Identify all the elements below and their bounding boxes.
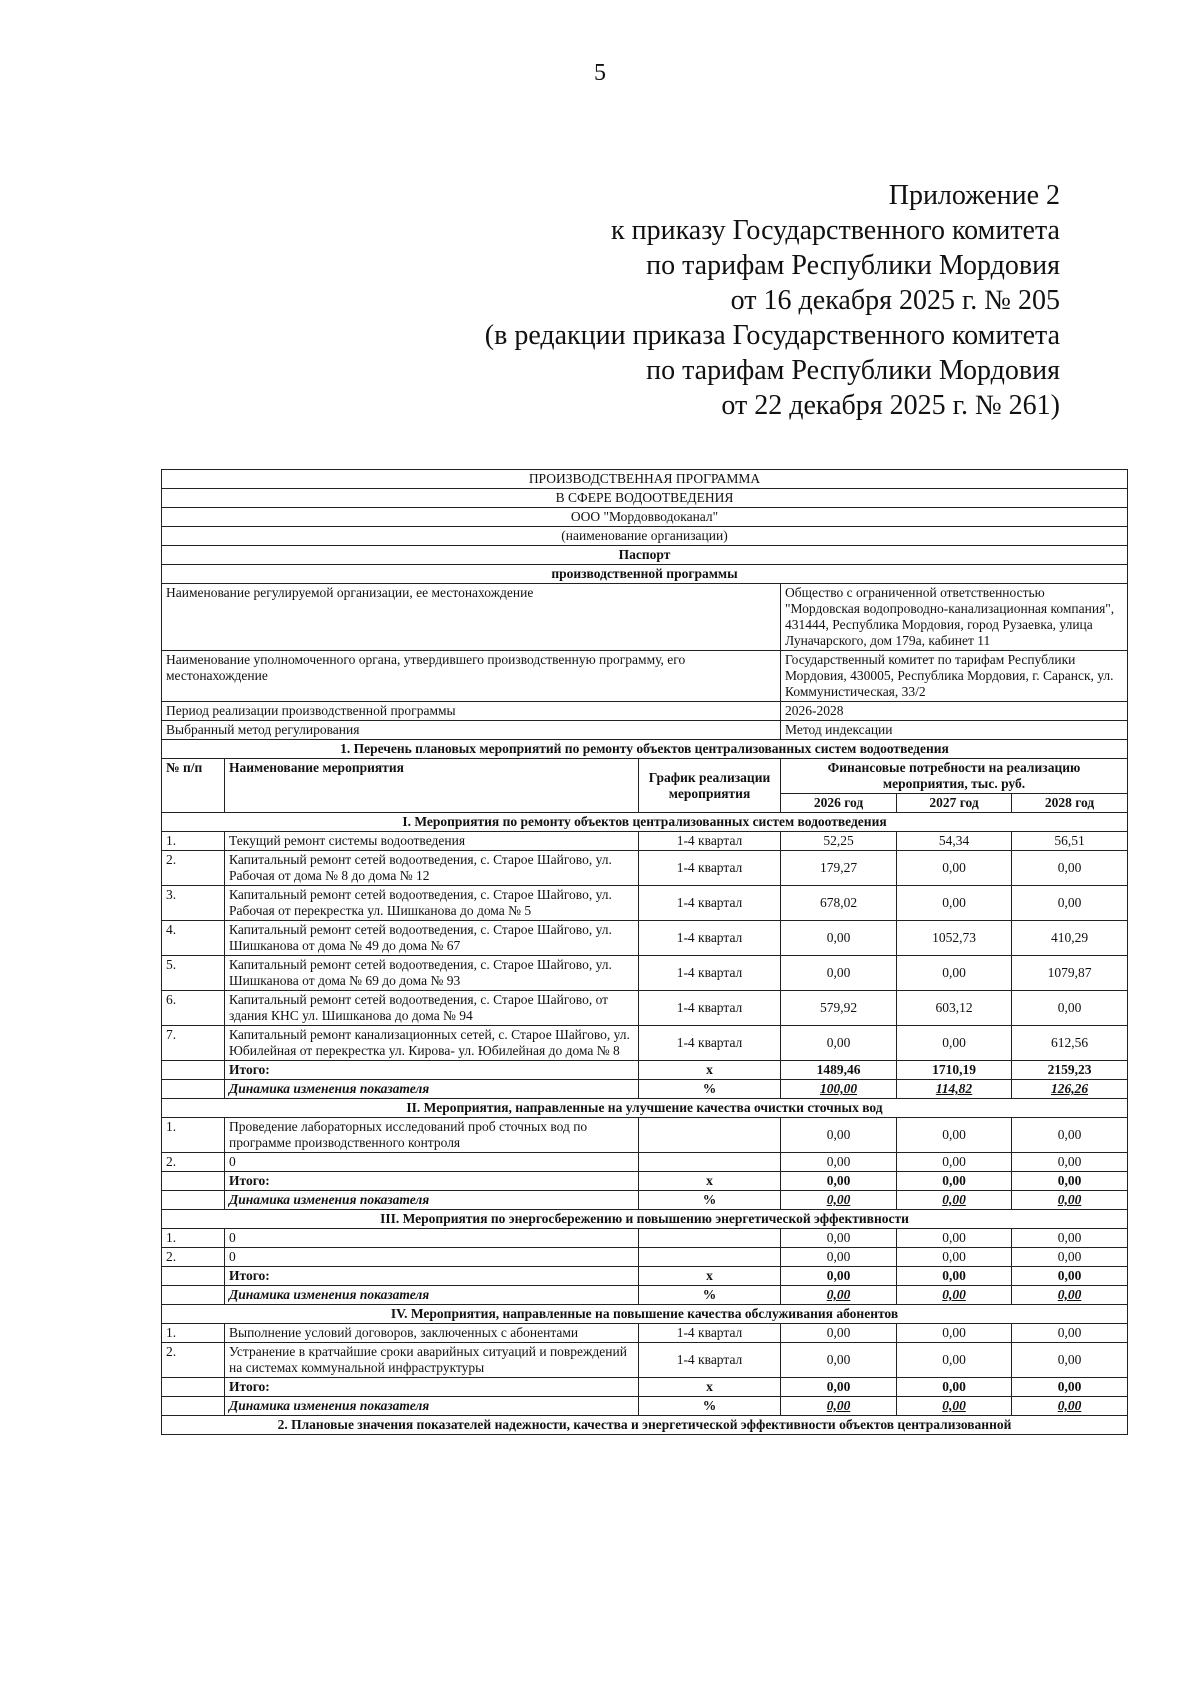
group-title: IV. Мероприятия, направленные на повышение качества обслуживания абонентов — [162, 1305, 1128, 1324]
group-title: I. Мероприятия по ремонту объектов централизованных систем водоотведения — [162, 813, 1128, 832]
row-value-2027: 54,34 — [897, 832, 1012, 851]
row-event-name: 0 — [225, 1229, 639, 1248]
total-value-2027: 1710,19 — [897, 1061, 1012, 1080]
dynamics-value-2026: 100,00 — [781, 1080, 897, 1099]
appendix-line: (в редакции приказа Государственного комитета — [484, 320, 1060, 351]
header-schedule: График реализации мероприятия — [639, 759, 781, 813]
row-value-2027: 0,00 — [897, 886, 1012, 921]
info-label: Наименование уполномоченного органа, утвердившего производственную программу, его местонахождение — [162, 651, 781, 702]
dynamics-label: Динамика изменения показателя — [225, 1397, 639, 1416]
dynamics-label: Динамика изменения показателя — [225, 1191, 639, 1210]
row-value-2027: 0,00 — [897, 1153, 1012, 1172]
dynamics-value-2028: 0,00 — [1012, 1397, 1128, 1416]
info-row — [162, 721, 1128, 740]
info-value: Государственный комитет по тарифам Республики Мордовия, 430005, Республика Мордовия, г. Саранск, ул. Коммунистическая, 33/2 — [781, 651, 1128, 702]
row-value-2026: 179,27 — [781, 851, 897, 886]
row-value-2028: 0,00 — [1012, 1153, 1128, 1172]
organization-caption: (наименование организации) — [162, 527, 1128, 546]
dynamics-schedule: % — [639, 1286, 781, 1305]
page-number: 5 — [594, 60, 606, 86]
row-value-2027: 0,00 — [897, 1118, 1012, 1153]
table-row — [162, 991, 1128, 1026]
total-value-2026: 0,00 — [781, 1267, 897, 1286]
dynamics-row — [162, 1191, 1128, 1210]
info-row — [162, 651, 1128, 702]
dynamics-value-2027: 0,00 — [897, 1286, 1012, 1305]
table-row — [162, 1229, 1128, 1248]
section-2-title: 2. Плановые значения показателей надежности, качества и энергетической эффективности объектов централизованной — [162, 1416, 1128, 1435]
row-number: 2. — [162, 1248, 225, 1267]
total-schedule: x — [639, 1061, 781, 1080]
row-value-2026: 0,00 — [781, 956, 897, 991]
row-value-2027: 0,00 — [897, 1026, 1012, 1061]
appendix-line: от 16 декабря 2025 г. № 205 — [730, 285, 1060, 316]
info-row — [162, 584, 1128, 651]
appendix-line: по тарифам Республики Мордовия — [646, 250, 1060, 281]
row-value-2026: 0,00 — [781, 1248, 897, 1267]
row-value-2028: 56,51 — [1012, 832, 1128, 851]
dynamics-row — [162, 1286, 1128, 1305]
row-value-2026: 678,02 — [781, 886, 897, 921]
appendix-line: от 22 декабря 2025 г. № 261) — [721, 390, 1060, 421]
row-schedule: 1-4 квартал — [639, 886, 781, 921]
header-year-2027: 2027 год — [897, 794, 1012, 813]
row-value-2028: 0,00 — [1012, 1343, 1128, 1378]
total-value-2028: 0,00 — [1012, 1267, 1128, 1286]
row-value-2027: 0,00 — [897, 1248, 1012, 1267]
row-value-2027: 0,00 — [897, 1229, 1012, 1248]
row-schedule: 1-4 квартал — [639, 1324, 781, 1343]
row-number: 2. — [162, 1153, 225, 1172]
total-value-2028: 0,00 — [1012, 1172, 1128, 1191]
row-schedule: 1-4 квартал — [639, 1026, 781, 1061]
row-value-2028: 0,00 — [1012, 886, 1128, 921]
empty-cell — [162, 1267, 225, 1286]
row-value-2026: 0,00 — [781, 1343, 897, 1378]
empty-cell — [162, 1397, 225, 1416]
total-row — [162, 1172, 1128, 1191]
header-finance: Финансовые потребности на реализацию мероприятия, тыс. руб. — [781, 759, 1128, 794]
row-schedule: 1-4 квартал — [639, 921, 781, 956]
row-value-2028: 0,00 — [1012, 1118, 1128, 1153]
row-event-name: Капитальный ремонт сетей водоотведения, с. Старое Шайгово, от здания КНС ул. Шишканова до дома № 94 — [225, 991, 639, 1026]
row-value-2026: 52,25 — [781, 832, 897, 851]
row-value-2028: 1079,87 — [1012, 956, 1128, 991]
row-event-name: Капитальный ремонт канализационных сетей, с. Старое Шайгово, ул. Юбилейная от перекрестка ул. Кирова- ул. Юбилейная до дома № 8 — [225, 1026, 639, 1061]
table-row — [162, 1118, 1128, 1153]
total-schedule: x — [639, 1172, 781, 1191]
row-value-2026: 0,00 — [781, 1229, 897, 1248]
header-year-2026: 2026 год — [781, 794, 897, 813]
row-event-name: 0 — [225, 1153, 639, 1172]
table-row — [162, 1153, 1128, 1172]
passport-title: Паспорт — [162, 546, 1128, 565]
total-label: Итого: — [225, 1172, 639, 1191]
row-schedule: 1-4 квартал — [639, 832, 781, 851]
row-schedule — [639, 1229, 781, 1248]
row-value-2027: 0,00 — [897, 851, 1012, 886]
total-value-2026: 1489,46 — [781, 1061, 897, 1080]
dynamics-value-2027: 114,82 — [897, 1080, 1012, 1099]
header-number: № п/п — [162, 759, 225, 813]
row-schedule: 1-4 квартал — [639, 851, 781, 886]
dynamics-value-2028: 126,26 — [1012, 1080, 1128, 1099]
table-row — [162, 1026, 1128, 1061]
program-title: ПРОИЗВОДСТВЕННАЯ ПРОГРАММА — [162, 470, 1128, 489]
row-value-2028: 612,56 — [1012, 1026, 1128, 1061]
row-schedule — [639, 1118, 781, 1153]
table-row — [162, 886, 1128, 921]
info-value: Метод индексации — [781, 721, 1128, 740]
empty-cell — [162, 1061, 225, 1080]
dynamics-label: Динамика изменения показателя — [225, 1286, 639, 1305]
dynamics-value-2026: 0,00 — [781, 1286, 897, 1305]
empty-cell — [162, 1378, 225, 1397]
table-row — [162, 1343, 1128, 1378]
appendix-line: по тарифам Республики Мордовия — [646, 355, 1060, 386]
row-number: 1. — [162, 1229, 225, 1248]
info-value: 2026-2028 — [781, 702, 1128, 721]
row-number: 3. — [162, 886, 225, 921]
dynamics-schedule: % — [639, 1191, 781, 1210]
dynamics-schedule: % — [639, 1080, 781, 1099]
table-row — [162, 832, 1128, 851]
row-value-2028: 0,00 — [1012, 1324, 1128, 1343]
row-event-name: Проведение лабораторных исследований проб сточных вод по программе производственного контроля — [225, 1118, 639, 1153]
dynamics-value-2026: 0,00 — [781, 1191, 897, 1210]
total-schedule: x — [639, 1267, 781, 1286]
row-number: 5. — [162, 956, 225, 991]
total-label: Итого: — [225, 1267, 639, 1286]
dynamics-value-2027: 0,00 — [897, 1191, 1012, 1210]
row-event-name: Капитальный ремонт сетей водоотведения, с. Старое Шайгово, ул. Шишканова от дома № 69 до дома № 93 — [225, 956, 639, 991]
row-number: 4. — [162, 921, 225, 956]
info-row — [162, 702, 1128, 721]
row-number: 2. — [162, 1343, 225, 1378]
row-value-2026: 0,00 — [781, 1324, 897, 1343]
row-value-2028: 0,00 — [1012, 1229, 1128, 1248]
row-value-2028: 0,00 — [1012, 851, 1128, 886]
total-row — [162, 1061, 1128, 1080]
dynamics-row — [162, 1080, 1128, 1099]
total-label: Итого: — [225, 1378, 639, 1397]
empty-cell — [162, 1080, 225, 1099]
dynamics-value-2028: 0,00 — [1012, 1286, 1128, 1305]
total-row — [162, 1267, 1128, 1286]
dynamics-value-2027: 0,00 — [897, 1397, 1012, 1416]
row-value-2026: 0,00 — [781, 1153, 897, 1172]
table-row — [162, 851, 1128, 886]
row-event-name: Устранение в кратчайшие сроки аварийных ситуаций и повреждений на системах коммунальной инфраструктуры — [225, 1343, 639, 1378]
appendix-header — [485, 178, 1060, 423]
empty-cell — [162, 1172, 225, 1191]
dynamics-value-2028: 0,00 — [1012, 1191, 1128, 1210]
row-number: 6. — [162, 991, 225, 1026]
row-value-2027: 1052,73 — [897, 921, 1012, 956]
info-value: Общество с ограниченной ответственностью "Мордовская водопроводно-канализационная компания", 431444, Республика Мордовия, город Рузаевка, улица Луначарского, дом 179а, кабинет 11 — [781, 584, 1128, 651]
row-event-name: Капитальный ремонт сетей водоотведения, с. Старое Шайгово, ул. Рабочая от дома № 8 до дома № 12 — [225, 851, 639, 886]
row-value-2027: 0,00 — [897, 956, 1012, 991]
row-value-2026: 579,92 — [781, 991, 897, 1026]
row-value-2026: 0,00 — [781, 921, 897, 956]
row-schedule — [639, 1153, 781, 1172]
row-number: 1. — [162, 832, 225, 851]
total-value-2026: 0,00 — [781, 1378, 897, 1397]
production-program-table — [161, 469, 1128, 1435]
row-value-2028: 0,00 — [1012, 1248, 1128, 1267]
row-value-2028: 410,29 — [1012, 921, 1128, 956]
row-event-name: Выполнение условий договоров, заключенных с абонентами — [225, 1324, 639, 1343]
row-value-2027: 603,12 — [897, 991, 1012, 1026]
total-value-2027: 0,00 — [897, 1172, 1012, 1191]
header-event-name: Наименование мероприятия — [225, 759, 639, 813]
passport-subtitle: производственной программы — [162, 565, 1128, 584]
dynamics-label: Динамика изменения показателя — [225, 1080, 639, 1099]
info-label: Период реализации производственной программы — [162, 702, 781, 721]
info-label: Наименование регулируемой организации, ее местонахождение — [162, 584, 781, 651]
group-title: III. Мероприятия по энергосбережению и повышению энергетической эффективности — [162, 1210, 1128, 1229]
row-event-name: Капитальный ремонт сетей водоотведения, с. Старое Шайгово, ул. Шишканова от дома № 49 до дома № 67 — [225, 921, 639, 956]
row-value-2027: 0,00 — [897, 1343, 1012, 1378]
section-1-title: 1. Перечень плановых мероприятий по ремонту объектов централизованных систем водоотведения — [162, 740, 1128, 759]
empty-cell — [162, 1286, 225, 1305]
table-row — [162, 1324, 1128, 1343]
dynamics-row — [162, 1397, 1128, 1416]
group-title: II. Мероприятия, направленные на улучшение качества очистки сточных вод — [162, 1099, 1128, 1118]
appendix-line: к приказу Государственного комитета — [611, 215, 1060, 246]
row-value-2026: 0,00 — [781, 1118, 897, 1153]
row-number: 1. — [162, 1324, 225, 1343]
total-value-2027: 0,00 — [897, 1267, 1012, 1286]
row-number: 2. — [162, 851, 225, 886]
row-schedule — [639, 1248, 781, 1267]
row-number: 7. — [162, 1026, 225, 1061]
total-value-2028: 0,00 — [1012, 1378, 1128, 1397]
row-value-2028: 0,00 — [1012, 991, 1128, 1026]
table-row — [162, 956, 1128, 991]
row-schedule: 1-4 квартал — [639, 1343, 781, 1378]
total-value-2026: 0,00 — [781, 1172, 897, 1191]
table-row — [162, 1248, 1128, 1267]
dynamics-value-2026: 0,00 — [781, 1397, 897, 1416]
row-event-name: 0 — [225, 1248, 639, 1267]
total-value-2028: 2159,23 — [1012, 1061, 1128, 1080]
total-label: Итого: — [225, 1061, 639, 1080]
total-schedule: x — [639, 1378, 781, 1397]
organization-name: ООО "Мордовводоканал" — [162, 508, 1128, 527]
header-year-2028: 2028 год — [1012, 794, 1128, 813]
table-header-row — [162, 759, 1128, 794]
program-subtitle: В СФЕРЕ ВОДООТВЕДЕНИЯ — [162, 489, 1128, 508]
total-row — [162, 1378, 1128, 1397]
row-event-name: Капитальный ремонт сетей водоотведения, с. Старое Шайгово, ул. Рабочая от перекрестка ул. Шишканова до дома № 5 — [225, 886, 639, 921]
row-number: 1. — [162, 1118, 225, 1153]
row-value-2026: 0,00 — [781, 1026, 897, 1061]
total-value-2027: 0,00 — [897, 1378, 1012, 1397]
dynamics-schedule: % — [639, 1397, 781, 1416]
row-value-2027: 0,00 — [897, 1324, 1012, 1343]
info-label: Выбранный метод регулирования — [162, 721, 781, 740]
empty-cell — [162, 1191, 225, 1210]
row-schedule: 1-4 квартал — [639, 991, 781, 1026]
appendix-line: Приложение 2 — [888, 180, 1060, 211]
row-event-name: Текущий ремонт системы водоотведения — [225, 832, 639, 851]
table-row — [162, 921, 1128, 956]
row-schedule: 1-4 квартал — [639, 956, 781, 991]
